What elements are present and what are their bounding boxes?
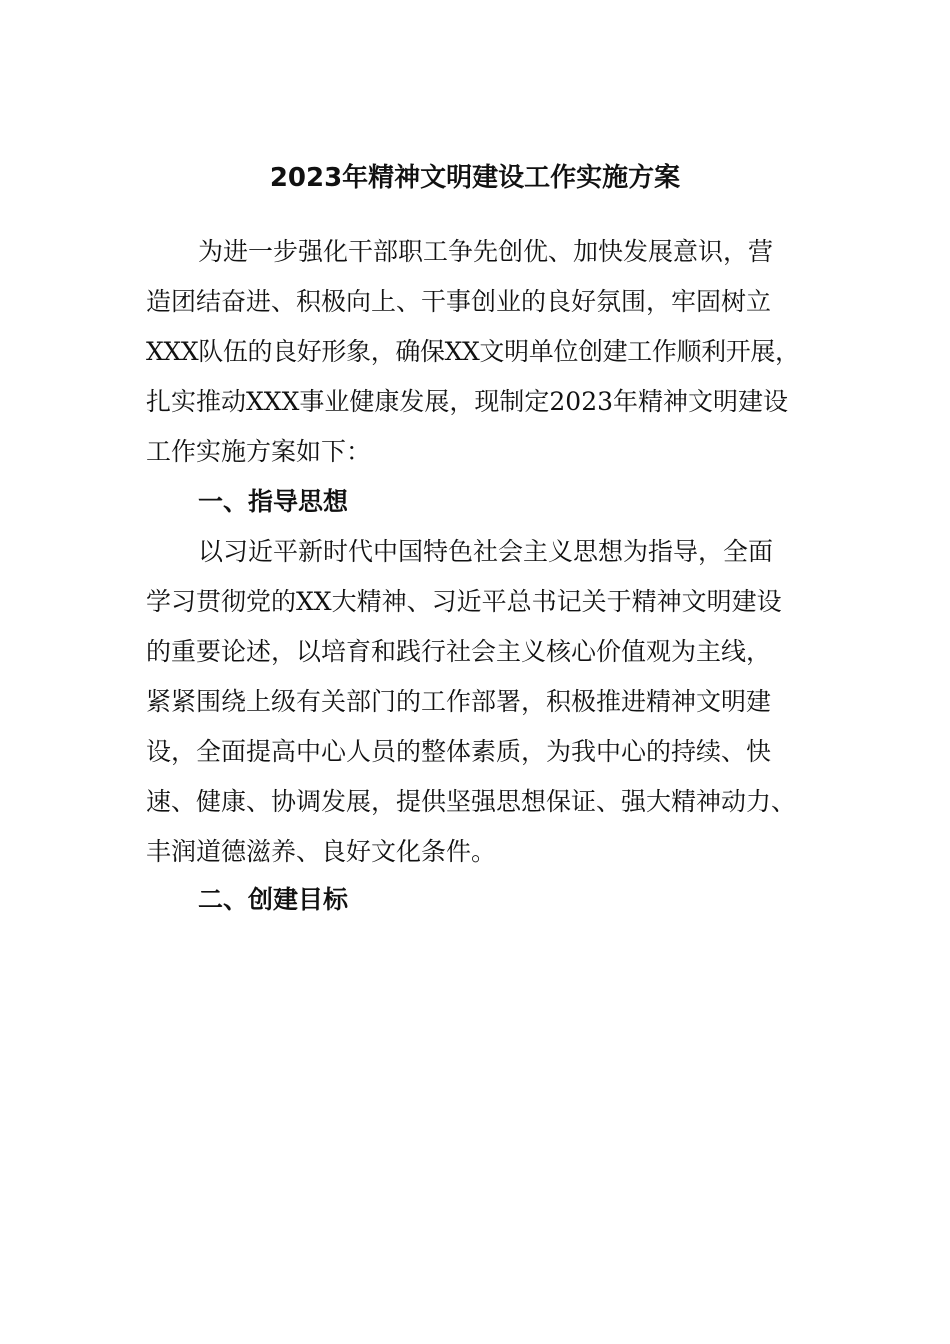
intro-line-5: 工作实施方案如下： — [146, 437, 372, 466]
section1-line-2: 学习贯彻党的XX大精神、习近平总书记关于精神文明建设 — [146, 587, 782, 616]
section-heading-creation-goals: 二、创建目标 — [198, 885, 349, 914]
section1-line-6: 速、健康、协调发展，提供坚强思想保证、强大精神动力、 — [146, 787, 797, 816]
intro-line-3: XXX队伍的良好形象，确保XX文明单位创建工作顺利开展， — [146, 337, 800, 366]
section1-line-3: 的重要论述，以培育和践行社会主义核心价值观为主线， — [146, 637, 772, 666]
section1-line-5: 设，全面提高中心人员的整体素质，为我中心的持续、快 — [146, 737, 772, 766]
intro-line-4: 扎实推动XXX事业健康发展，现制定2023年精神文明建设 — [146, 387, 789, 416]
intro-line-1: 为进一步强化干部职工争先创优、加快发展意识，营 — [198, 237, 774, 266]
intro-line-2: 造团结奋进、积极向上、干事创业的良好氛围，牢固树立 — [146, 287, 772, 316]
section1-line-7: 丰润道德滋养、良好文化条件。 — [146, 837, 497, 866]
section1-line-4: 紧紧围绕上级有关部门的工作部署，积极推进精神文明建 — [146, 687, 772, 716]
document-title: 2023年精神文明建设工作实施方案 — [269, 163, 681, 193]
section-heading-guiding-ideology: 一、指导思想 — [198, 487, 349, 516]
section1-line-1: 以习近平新时代中国特色社会主义思想为指导，全面 — [198, 537, 774, 566]
